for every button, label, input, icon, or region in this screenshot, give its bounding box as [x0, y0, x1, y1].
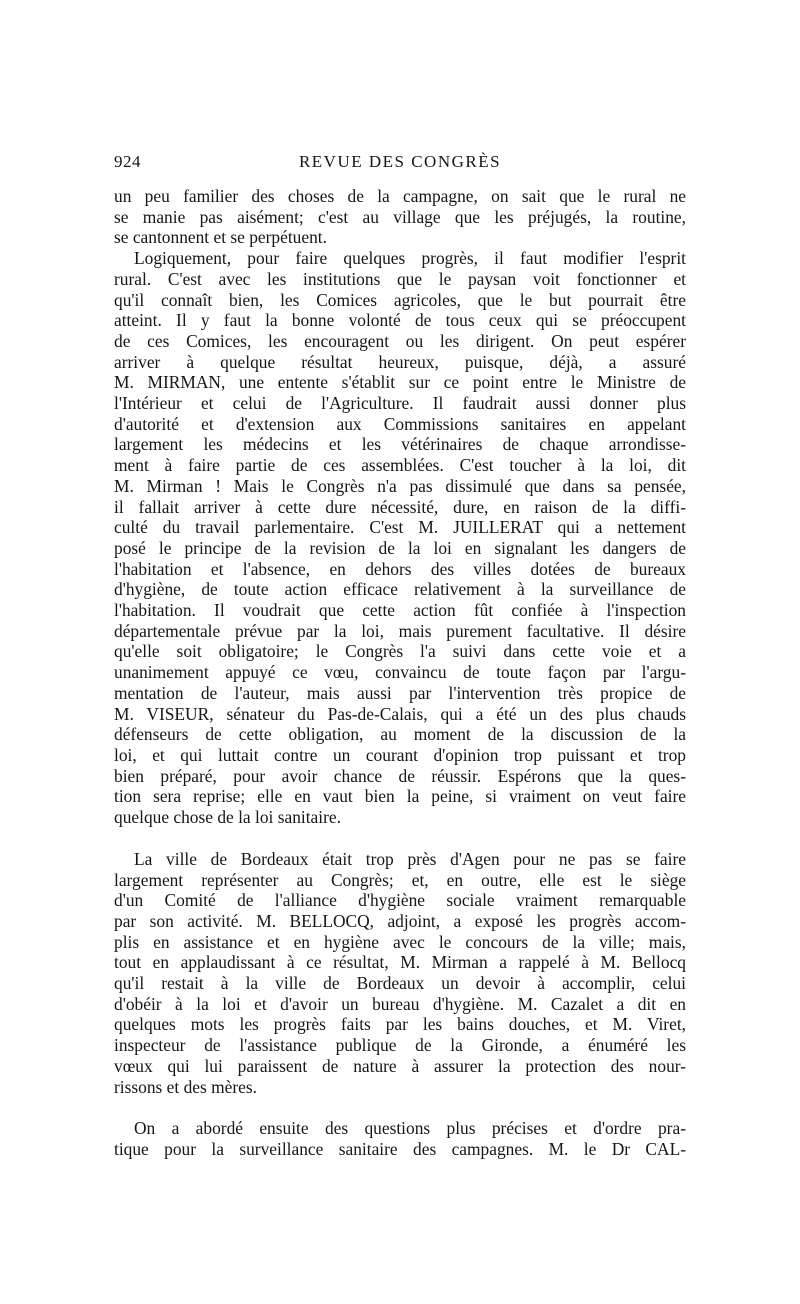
- text-line: se manie pas aisément; c'est au village que les préjugés, la routine,: [114, 206, 686, 227]
- text-line: de ces Comices, les encouragent ou les dirigent. On peut espérer: [114, 330, 686, 351]
- text-line: M. MIRMAN, une entente s'établit sur ce point entre le Ministre de: [114, 372, 686, 393]
- text-line: l'Intérieur et celui de l'Agriculture. Il faudrait aussi donner plus: [114, 393, 686, 414]
- page-number: 924: [114, 152, 141, 171]
- text-line: largement représenter au Congrès; et, en outre, elle est le siège: [114, 869, 686, 890]
- text-line: On a abordé ensuite des questions plus précises et d'ordre pra-: [134, 1118, 686, 1139]
- text-line: qu'il restait à la ville de Bordeaux un devoir à accomplir, celui: [114, 973, 686, 994]
- text-line: M. Mirman ! Mais le Congrès n'a pas dissimulé que dans sa pensée,: [114, 475, 686, 496]
- paragraph-2: [114, 248, 686, 828]
- text-line: vœux qui lui paraissent de nature à assurer la protection des nour-: [114, 1055, 686, 1076]
- text-line: d'un Comité de l'alliance d'hygiène sociale vraiment remarquable: [114, 890, 686, 911]
- text-line: loi, et qui luttait contre un courant d'opinion trop puissant et trop: [114, 744, 686, 765]
- text-line: plis en assistance et en hygiène avec le concours de la ville; mais,: [114, 931, 686, 952]
- paragraph-4: [114, 1118, 686, 1159]
- text-line: tout en applaudissant à ce résultat, M. Mirman a rappelé à M. Bellocq: [114, 952, 686, 973]
- text-line: largement les médecins et les vétérinaires de chaque arrondisse-: [114, 434, 686, 455]
- text-line: d'obéir à la loi et d'avoir un bureau d'hygiène. M. Cazalet a dit en: [114, 993, 686, 1014]
- text-line: un peu familier des choses de la campagne, on sait que le rural ne: [114, 186, 686, 206]
- text-line: atteint. Il y faut la bonne volonté de tous ceux qui se préoccupent: [114, 310, 686, 331]
- document-page: [114, 148, 686, 1160]
- text-line: inspecteur de l'assistance publique de la Gironde, a énuméré les: [114, 1035, 686, 1056]
- text-line: bien préparé, pour avoir chance de réussir. Espérons que la ques-: [114, 765, 686, 786]
- text-line: l'habitation et l'absence, en dehors des villes dotées de bureaux: [114, 558, 686, 579]
- text-line: culté du travail parlementaire. C'est M. JUILLERAT qui a nettement: [114, 517, 686, 538]
- text-line: qu'il connaît bien, les Comices agricoles, que le but pourrait être: [114, 289, 686, 310]
- text-line: arriver à quelque résultat heureux, puisque, déjà, a assuré: [114, 351, 686, 372]
- text-line: d'autorité et d'extension aux Commissions sanitaires en appelant: [114, 413, 686, 434]
- text-line: mentation de l'auteur, mais aussi par l'intervention très propice de: [114, 682, 686, 703]
- text-line: unanimement appuyé ce vœu, convaincu de toute façon par l'argu-: [114, 662, 686, 683]
- paragraph-1: [114, 186, 686, 248]
- text-line: d'hygiène, de toute action efficace relativement à la surveillance de: [114, 579, 686, 600]
- text-line: rural. C'est avec les institutions que le paysan voit fonctionner et: [114, 268, 686, 289]
- text-line: départementale prévue par la loi, mais purement facultative. Il désire: [114, 620, 686, 641]
- running-head: REVUE DES CONGRÈS: [298, 152, 502, 171]
- text-line: Logiquement, pour faire quelques progrès, il faut modifier l'esprit: [134, 248, 686, 269]
- text-line: il fallait arriver à cette dure nécessité, dure, en raison de la diffi-: [114, 496, 686, 517]
- text-line: défenseurs de cette obligation, au moment de la discussion de la: [114, 724, 686, 745]
- text-line: tique pour la surveillance sanitaire des campagnes. M. le Dr CAL-: [114, 1138, 686, 1159]
- text-line: quelques mots les progrès faits par les bains douches, et M. Viret,: [114, 1014, 686, 1035]
- text-line: tion sera reprise; elle en vaut bien la peine, si vraiment on veut faire: [114, 786, 686, 807]
- paragraph-3: [114, 849, 686, 1097]
- text-line: qu'elle soit obligatoire; le Congrès l'a suivi dans cette voie et a: [114, 641, 686, 662]
- text-line: quelque chose de la loi sanitaire.: [114, 807, 341, 828]
- page-header: [114, 148, 686, 178]
- text-line: La ville de Bordeaux était trop près d'Agen pour ne pas se faire: [134, 848, 686, 869]
- text-line: ment à faire partie de ces assemblées. C'est toucher à la loi, dit: [114, 455, 686, 476]
- text-line: l'habitation. Il voudrait que cette action fût confiée à l'inspection: [114, 600, 686, 621]
- text-line: par son activité. M. BELLOCQ, adjoint, a exposé les progrès accom-: [114, 910, 686, 931]
- text-line: se cantonnent et se perpétuent.: [114, 227, 327, 248]
- text-line: posé le principe de la revision de la loi en signalant les dangers de: [114, 537, 686, 558]
- text-line: M. VISEUR, sénateur du Pas-de-Calais, qui a été un des plus chauds: [114, 703, 686, 724]
- text-line: rissons et des mères.: [114, 1076, 257, 1097]
